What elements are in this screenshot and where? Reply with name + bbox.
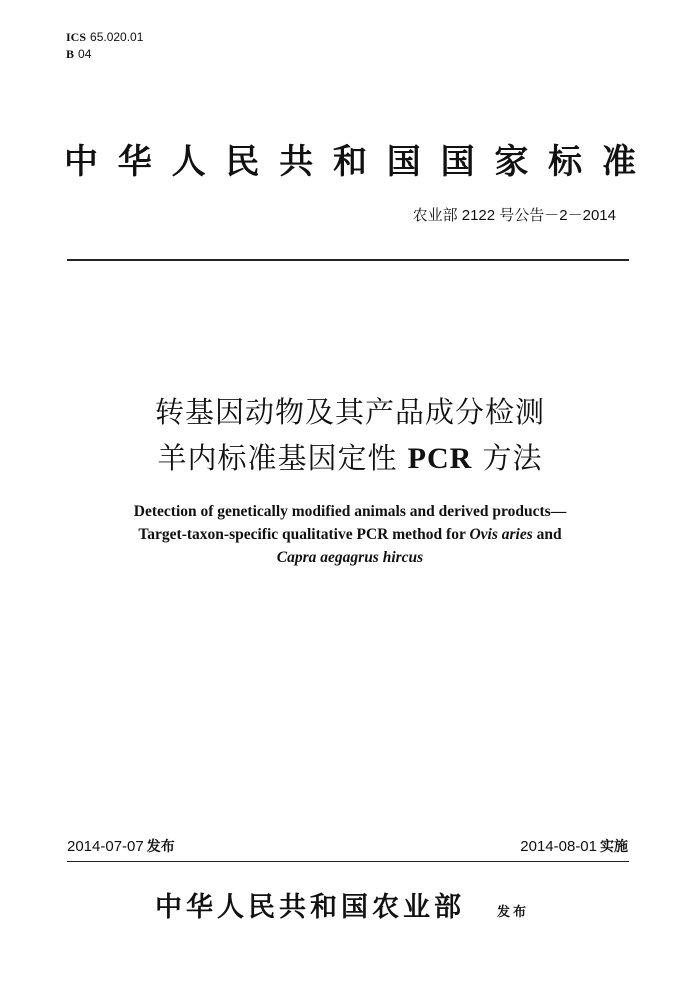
- issuing-authority: 中华人民共和国农业部: [155, 892, 465, 923]
- standard-type-char: 中: [64, 142, 98, 182]
- english-title-line-1: Detection of genetically modified animals and derived products—: [133, 503, 567, 520]
- classification-codes: [66, 29, 143, 63]
- ics-value: 65.020.01: [90, 30, 144, 44]
- ccs-value: 04: [78, 47, 92, 61]
- standard-type-char: 和: [332, 142, 367, 182]
- english-title-line-3: [0, 546, 700, 569]
- footer-divider: [67, 861, 629, 862]
- ccs-code: [66, 46, 143, 63]
- issuing-authority-suffix: 发布: [497, 905, 530, 920]
- ics-code: [66, 29, 143, 46]
- implementation-date-value: 2014-08-01: [520, 838, 597, 855]
- standard-type-char: 国: [386, 142, 421, 182]
- standard-type-char: 标: [548, 142, 583, 182]
- chinese-title-line-2: [0, 436, 700, 481]
- standard-type-char: 家: [494, 142, 529, 182]
- ics-label: ICS: [66, 30, 87, 44]
- standard-type-title: [64, 140, 636, 184]
- issue-date: [67, 836, 175, 858]
- english-title-species-ovis: Ovis aries: [469, 526, 533, 543]
- header-divider: [67, 259, 629, 261]
- standard-type-char: 华: [117, 142, 152, 182]
- standard-type-char: 准: [601, 142, 636, 182]
- standard-type-char: 人: [171, 142, 206, 182]
- chinese-title-line-2-prefix: 羊内标准基因定性: [157, 441, 408, 475]
- chinese-title-pcr: PCR: [407, 442, 473, 475]
- standard-number: 农业部 2122 号公告－2－2014: [412, 207, 616, 224]
- chinese-title-line-2-suffix: 方法: [472, 441, 543, 475]
- english-title-line-2: [0, 523, 700, 546]
- implementation-date-word: 实施: [600, 839, 628, 855]
- ccs-label: B: [66, 47, 75, 61]
- issue-date-value: 2014-07-07: [67, 838, 144, 855]
- english-title-line-2-suffix: and: [532, 526, 562, 543]
- issue-date-word: 发布: [146, 839, 175, 855]
- implementation-date: [520, 836, 628, 858]
- standard-type-char: 共: [279, 142, 314, 182]
- chinese-title-line-1: 转基因动物及其产品成分检测: [154, 395, 545, 429]
- english-title-line-2-prefix: Target-taxon-specific qualitative PCR method for: [138, 526, 470, 543]
- standard-type-char: 民: [225, 142, 260, 182]
- english-title-species-capra: Capra aegagrus hircus: [276, 549, 424, 566]
- standard-type-char: 国: [440, 142, 475, 182]
